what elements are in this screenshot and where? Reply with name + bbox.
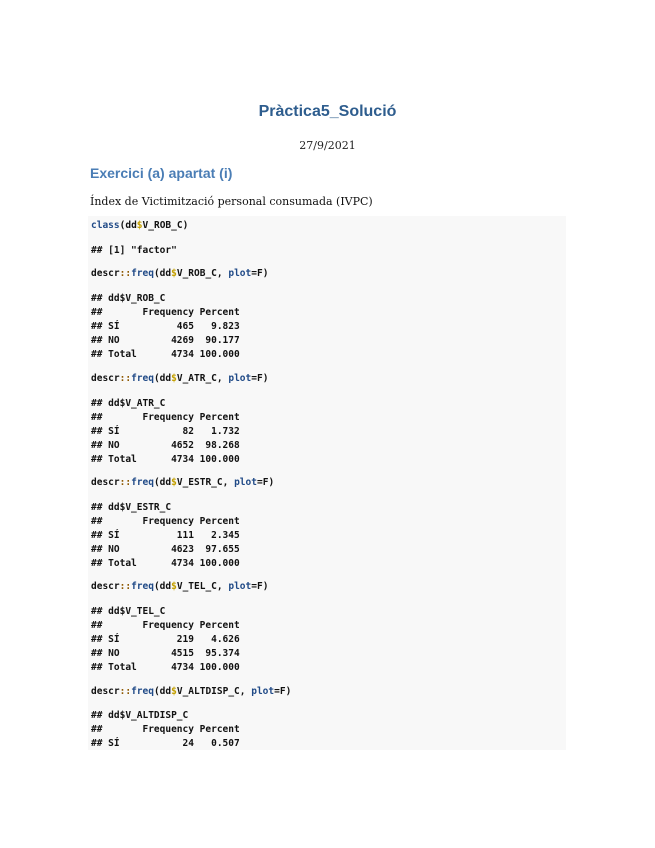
code-freq-var: V_ROB_C [176, 268, 217, 279]
code-ns-descr: descr [91, 268, 120, 279]
code-fn-freq: freq [131, 477, 154, 488]
code-ns-descr: descr [91, 686, 120, 697]
code-ns-descr: descr [91, 373, 120, 384]
code-output-freq: ## dd$V_ESTR_C ## Frequency Percent ## SÍ 111 2.345 ## NO 4623 97.655 ## Total 4734 100.000 [91, 502, 240, 569]
code-freq-var: V_TEL_C [176, 581, 217, 592]
code-output-freq: ## dd$V_TEL_C ## Frequency Percent ## SÍ 219 4.626 ## NO 4515 95.374 ## Total 4734 100.000 [91, 606, 240, 673]
code-ns-descr: descr [91, 581, 120, 592]
code-arg-value: F [256, 373, 263, 384]
code-freq-call: descr::freq(dd$V_ESTR_C, plot=F) [91, 477, 275, 488]
code-freq-var: V_ALTDISP_C [176, 686, 240, 697]
code-fn-freq: freq [131, 268, 154, 279]
code-freq-var: V_ATR_C [176, 373, 217, 384]
code-arg-value: F [256, 268, 263, 279]
code-freq-var: V_ESTR_C [176, 477, 223, 488]
code-arg-plot: plot [228, 373, 252, 384]
code-fn-freq: freq [131, 581, 154, 592]
code-fn-class: class [91, 220, 120, 231]
code-fn-freq: freq [131, 373, 154, 384]
code-ns-descr: descr [91, 477, 120, 488]
code-output-freq: ## dd$V_ROB_C ## Frequency Percent ## SÍ 465 9.823 ## NO 4269 90.177 ## Total 4734 100.000 [91, 293, 240, 360]
code-arg-value: F [262, 477, 269, 488]
document-title: Pràctica5_Solució [258, 103, 397, 120]
section-heading: Exercici (a) apartat (i) [90, 165, 233, 181]
document-date: 27/9/2021 [299, 139, 356, 152]
code-arg-plot: plot [228, 581, 252, 592]
code-output-class: ## [1] "factor" [91, 245, 177, 256]
code-fn-freq: freq [131, 686, 154, 697]
code-freq-call: descr::freq(dd$V_ALTDISP_C, plot=F) [91, 686, 292, 697]
code-class-call: class(dd$V_ROB_C) [91, 220, 189, 231]
code-arg-plot: plot [251, 686, 275, 697]
code-arg-value: F [256, 581, 263, 592]
code-freq-call: descr::freq(dd$V_TEL_C, plot=F) [91, 581, 269, 592]
code-output-freq: ## dd$V_ATR_C ## Frequency Percent ## SÍ 82 1.732 ## NO 4652 98.268 ## Total 4734 100.000 [91, 398, 240, 465]
code-var-field: V_ROB_C [142, 220, 183, 231]
code-arg-value: F [279, 686, 286, 697]
code-arg-plot: plot [228, 268, 252, 279]
code-var-dd: dd [125, 220, 137, 231]
intro-paragraph: Índex de Victimització personal consumada (IVPC) [90, 195, 373, 208]
code-output-freq: ## dd$V_ALTDISP_C ## Frequency Percent ## SÍ 24 0.507 [91, 710, 240, 749]
code-freq-call: descr::freq(dd$V_ROB_C, plot=F) [91, 268, 269, 279]
code-freq-call: descr::freq(dd$V_ATR_C, plot=F) [91, 373, 269, 384]
code-arg-plot: plot [234, 477, 257, 488]
